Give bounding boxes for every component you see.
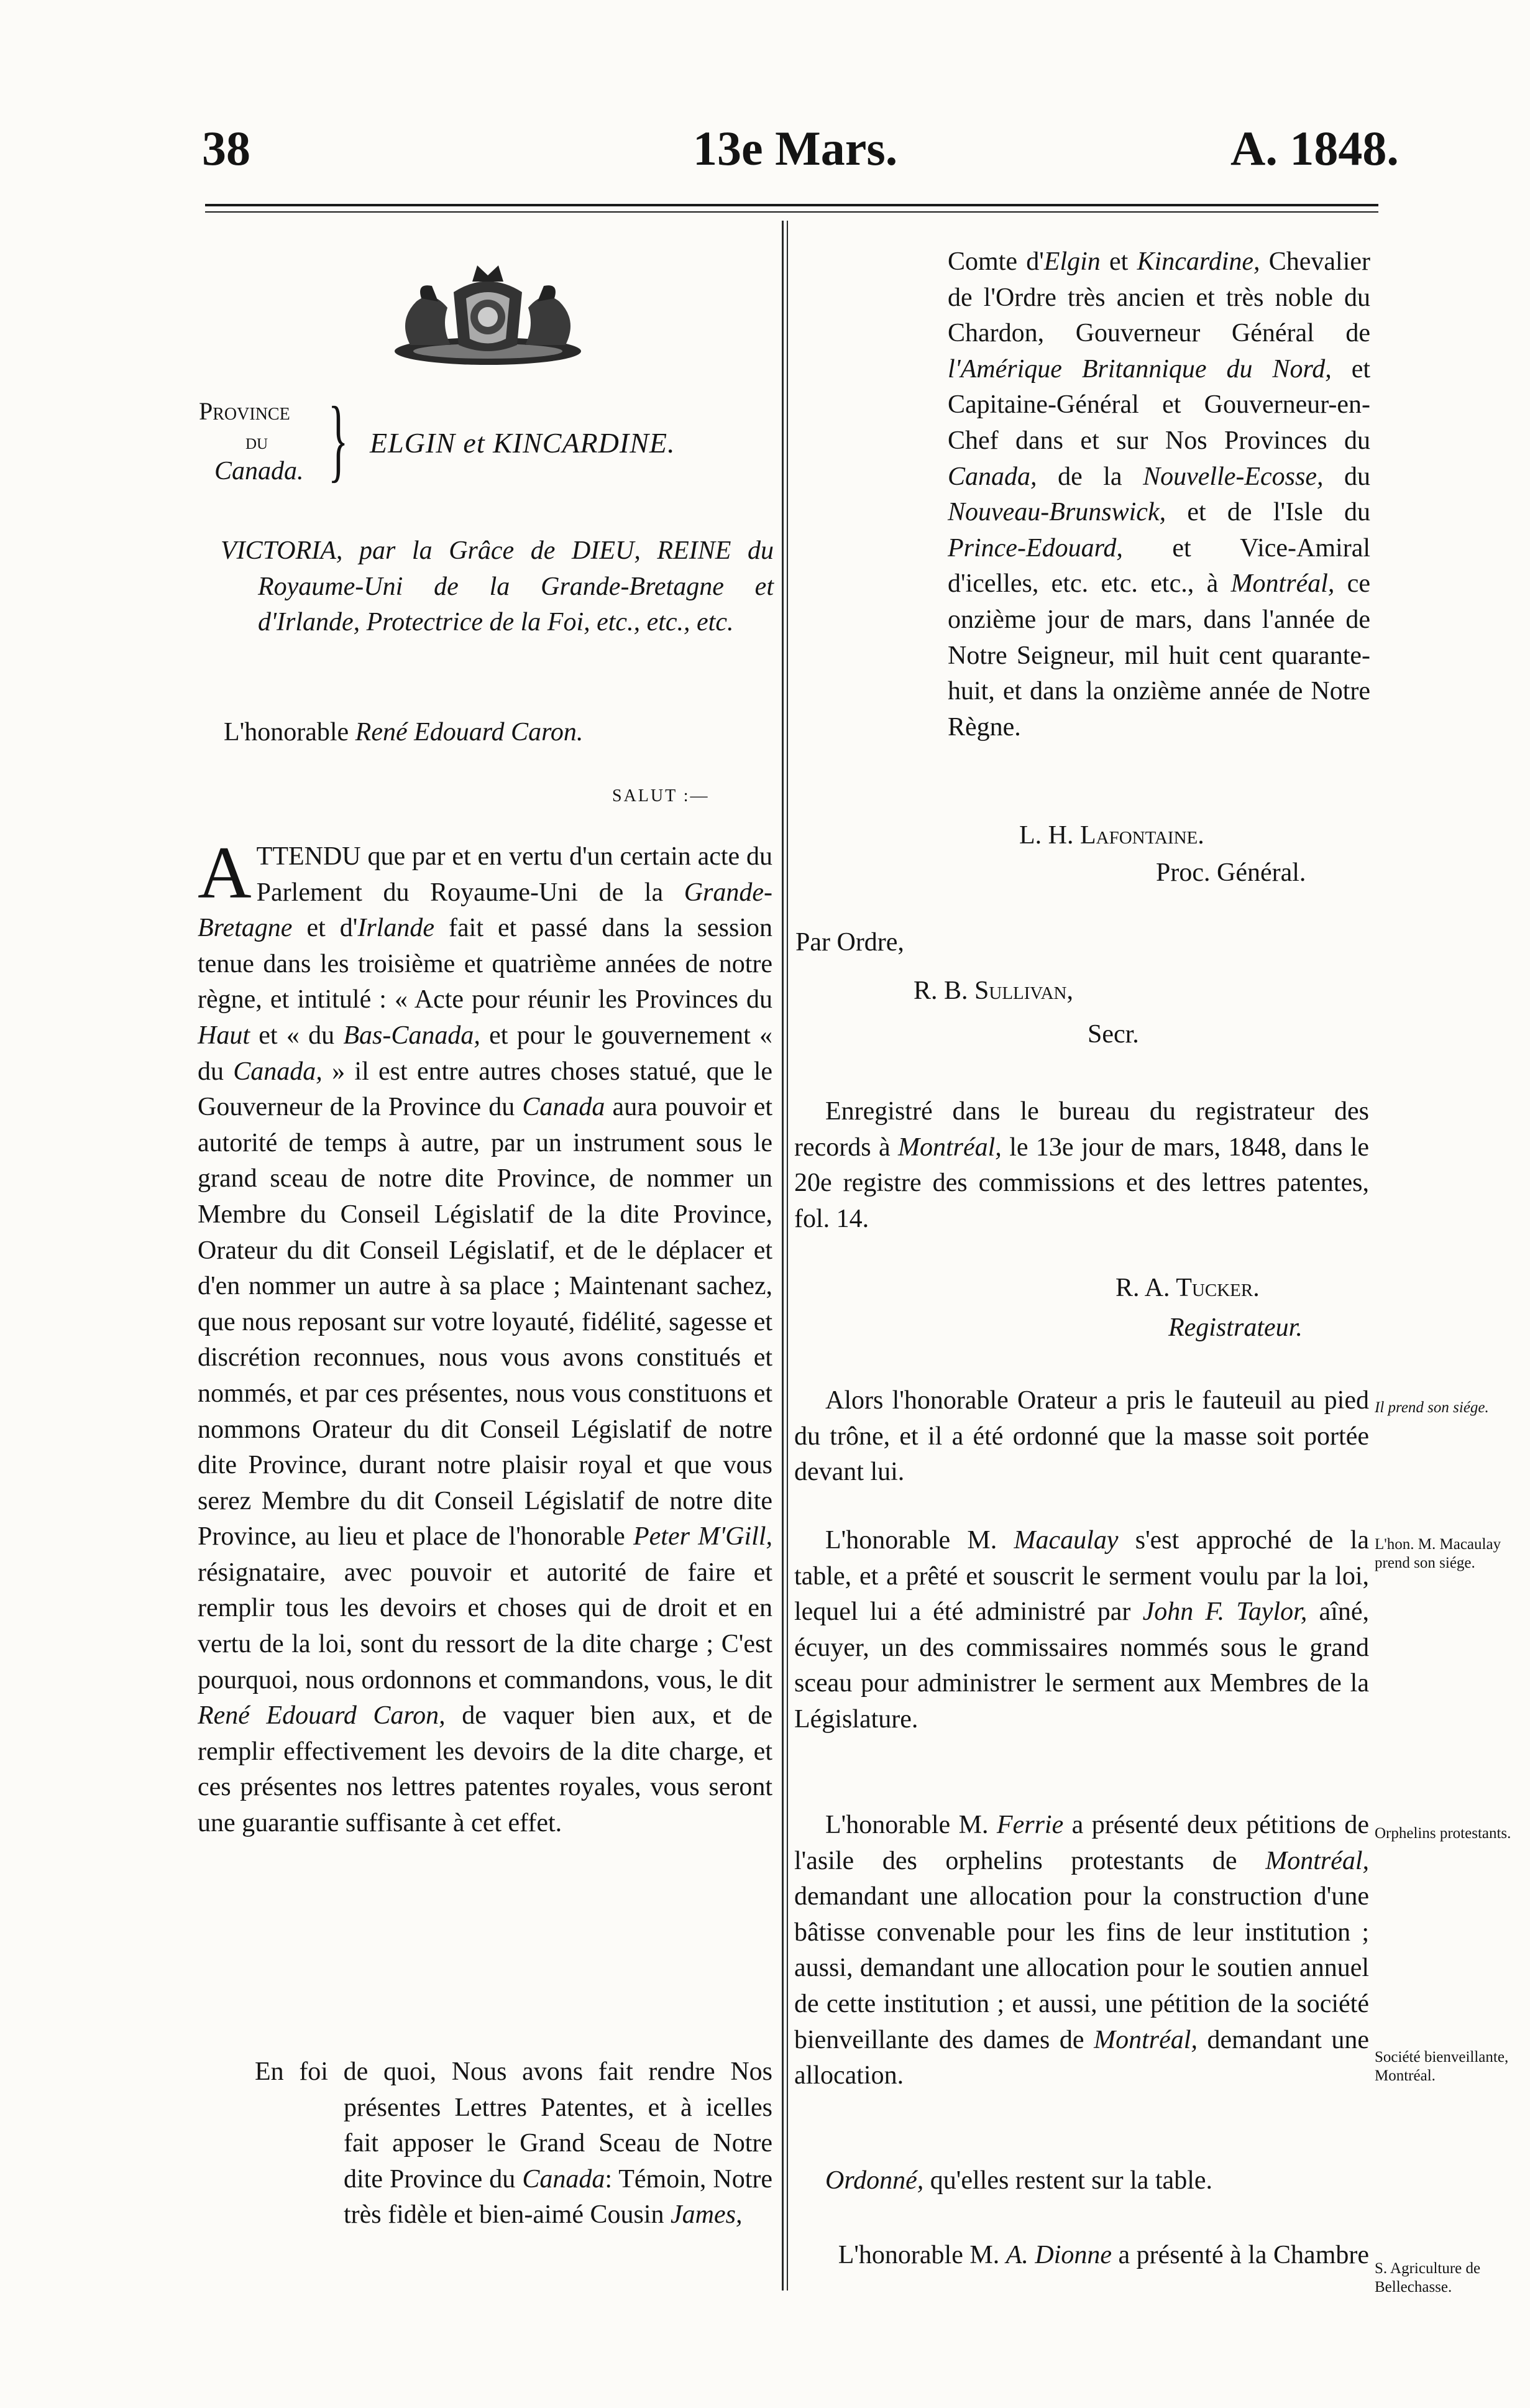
margin-note-agriculture: S. Agriculture de Bellechasse. [1375, 2260, 1481, 2295]
province-label: Province [199, 397, 290, 425]
title-continuation: Comte d'Elgin et Kincardine, Chevalier de l'Ordre très ancien et très noble du Chardon, Gouverneur Général de l'Amérique Britannique du Nord, et Capitaine-Général et Gouverneur-en-Chef dans et sur Nos Provinces du Canada, de la Nouvelle-Ecosse, du Nouveau-Brunswick, et de l'Isle du Prince-Edouard, et Vice-Amiral d'icelles, etc. etc. etc., à Montréal, ce onzième jour de mars, dans l'année de Notre Seigneur, mil huit cent quarante-huit, et dans la onzième année de Notre Règne. [948, 247, 1371, 742]
province-canada: Canada. [214, 457, 304, 485]
page-year: A. 1848. [1230, 121, 1399, 175]
page-date: 13e Mars. [693, 121, 898, 175]
dionne-paragraph: L'honorable M. A. Dionne a présenté à la Chambre [838, 2241, 1369, 2269]
header-rule-top [205, 204, 1378, 206]
signature-tucker-title: Registrateur. [1168, 1313, 1303, 1342]
column-divider [782, 221, 784, 2291]
margin-note-societe: Société bienveillante, Montréal. [1375, 2049, 1509, 2084]
salut: SALUT :— [612, 786, 710, 806]
addressee: L'honorable René Edouard Caron. [224, 718, 584, 747]
signature-sullivan: R. B. Sullivan, [914, 977, 1074, 1005]
margin-note-siege: Il prend son siége. [1375, 1399, 1489, 1416]
signature-lafontaine-title: Proc. Général. [1156, 858, 1306, 887]
ferrie-paragraph: L'honorable M. Ferrie a présenté deux pétitions de l'asile des orphelins protestants de Montréal, demandant une allocation pour la construction d'une bâtisse convenable pour les fins de leur institution ; aussi, demandant une allocation pour le soutien annuel de cette institution ; et aussi, une pétition de la société bienveillante des dames de Montréal, demandant une allocation. [794, 1811, 1370, 2090]
column-divider-2 [787, 221, 788, 2291]
macaulay-paragraph: L'honorable M. Macaulay s'est approché de la table, et a prêté et souscrit le serment voulu par la loi, lequel lui a été administré par John F. Taylor, aîné, écuyer, un des commissaires nommés sous le grand sceau pour administrer le serment aux Membres de la Législature. [794, 1526, 1369, 1734]
addressee-name: René Edouard Caron. [355, 718, 584, 747]
en-foi-paragraph: En foi de quoi, Nous avons fait rendre Nos présentes Lettres Patentes, et à icelles fait apposer le Grand Sceau de Notre dite Province du Canada: Témoin, Notre très fidèle et bien-aimé Cousin James, [255, 2057, 773, 2230]
victoria-proclamation: VICTORIA, par la Grâce de DIEU, REINE du Royaume-Uni de la Grande-Bretagne et d'Irlande, Protectrice de la Foi, etc., etc., etc. [221, 536, 774, 637]
margin-note-macaulay: L'hon. M. Macaulay prend son siége. [1375, 1536, 1501, 1571]
governor-title: ELGIN et KINCARDINE. [370, 427, 676, 459]
margin-note-orphelins: Orphelins protestants. [1375, 1825, 1511, 1842]
header-rule-bottom [205, 211, 1378, 213]
province-du: du [245, 429, 268, 454]
signature-sullivan-title: Secr. [1088, 1020, 1139, 1049]
province-brace: } [328, 388, 349, 491]
orateur-paragraph: Alors l'honorable Orateur a pris le fauteuil au pied du trône, et il a été ordonné que la masse soit portée devant lui. [794, 1386, 1369, 1487]
royal-coat-of-arms [373, 258, 603, 370]
signature-lafontaine: L. H. Lafontaine. [1019, 821, 1204, 850]
drop-cap: A [198, 831, 252, 914]
par-ordre: Par Ordre, [795, 928, 904, 957]
attendu-paragraph: A TTENDU que par et en vertu d'un certain acte du Parlement du Royaume-Uni de la Grande-Bretagne et d'Irlande fait et passé dans la session tenue dans les troisième et quatrième années de notre règne, et intitulé : « Acte pour réunir les Provinces du Haut et « du Bas-Canada, et pour le gouvernement « du Canada, » il est entre autres choses statué, que le Gouverneur de la Province du Canada aura pouvoir et autorité de temps à autre, par un instrument sous le grand sceau de notre dite Province, de nommer un Membre du Conseil Législatif de la dite Province, Orateur du dit Conseil Législatif, et de le déplacer et d'en nommer un autre à sa place ; Maintenant sachez, que nous reposant sur votre loyauté, fidélité, sagesse et discrétion reconnues, nous vous avons constitués et nommés, et par ces présentes, nous vous constituons et nommons Orateur du dit Conseil Législatif de notre dite Province, durant notre plaisir royal et que vous serez Membre du dit Conseil Législatif de notre dite Province, au lieu et place de l'honorable Peter M'Gill, résignataire, avec pouvoir et autorité de faire et remplir tous les devoirs et choses qui de droit et en vertu de la loi, sont du ressort de la dite charge ; C'est pourquoi, nous ordonnons et commandons, vous, le dit René Edouard Caron, de vaquer bien aux, et de remplir effectivement les devoirs de la dite charge, et ces présentes nos lettres patentes royales, vous seront une guarantie suffisante à cet effet. [198, 831, 773, 1838]
signature-tucker: R. A. Tucker. [1115, 1274, 1260, 1302]
ordonne-line: Ordonné, qu'elles restent sur la table. [825, 2166, 1213, 2195]
page-number: 38 [202, 121, 250, 175]
registration-paragraph: Enregistré dans le bureau du registrateur des records à Montréal, le 13e jour de mars, 1848, dans le 20e registre des commissions et des lettres patentes, fol. 14. [794, 1097, 1369, 1233]
